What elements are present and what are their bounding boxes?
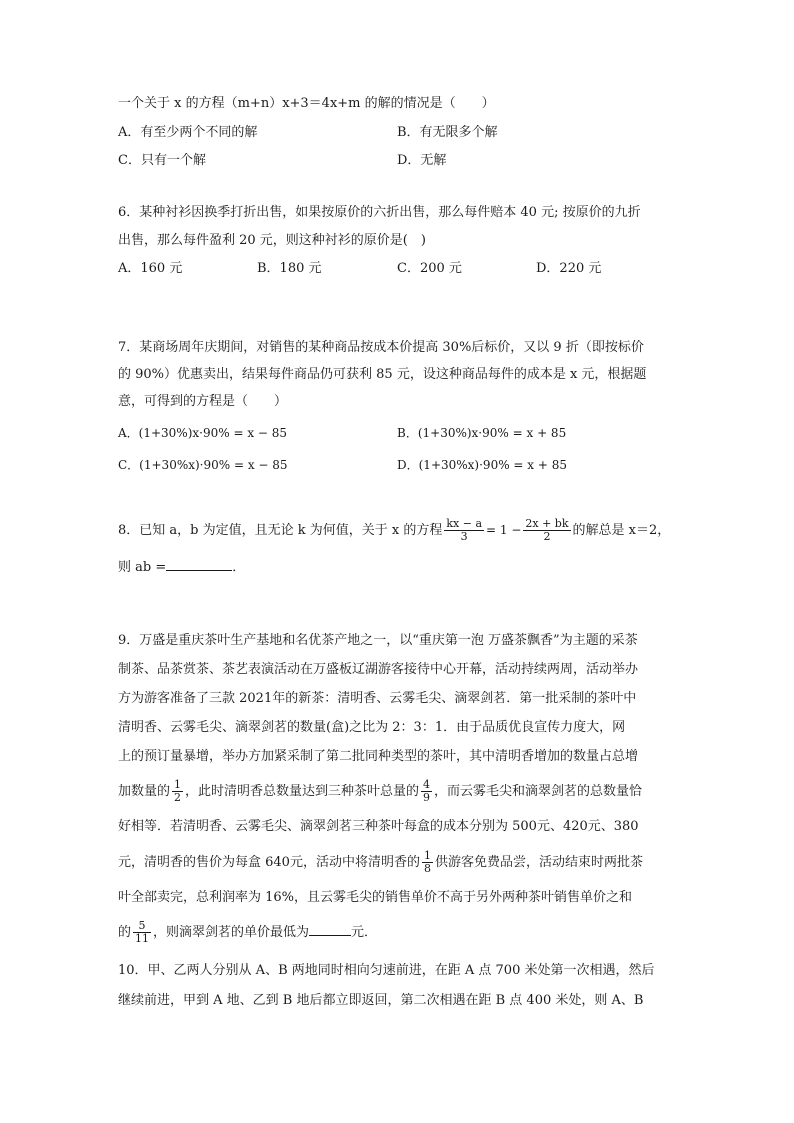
q7-line-1: 7．某商场周年庆期间，对销售的某种商品按成本价提高 30%后标价，又以 9 折（即按标价 <box>118 340 644 355</box>
q9-line-4: 清明香、云雾毛尖、滴翠剑茗的数量(盒)之比为 2：3：1．由于品质优良宣传力度大，网 <box>118 720 626 735</box>
q8-fraction-2 <box>523 518 570 543</box>
q9-line-6-mid: ，此时清明香总数量达到三种茶叶总量的 <box>185 784 420 799</box>
q9-fraction-four-ninths <box>421 779 432 804</box>
q9-fraction-one-eighth-numerator: 1 <box>423 849 431 862</box>
q6-option-a: A．160 元 <box>118 261 183 276</box>
q5-option-b: B．有无限多个解 <box>397 125 498 140</box>
q9-fraction-four-ninths-numerator: 4 <box>423 778 431 791</box>
q7-option-a: A．(1+30%)x·90% = x − 85 <box>118 426 288 440</box>
q6-line-1: 6．某种衬衫因换季打折出售，如果按原价的六折出售，那么每件赔本 40 元; 按原价的九折 <box>118 205 641 220</box>
q7-line-3: 意，可得到的方程是（ ） <box>118 394 288 409</box>
q8-fraction-1-denominator: 3 <box>460 530 468 543</box>
q8-fraction-2-denominator: 2 <box>543 530 551 543</box>
q9-line-10-end: 元． <box>351 925 378 940</box>
q9-fraction-one-eighth <box>422 850 433 875</box>
q7-line-2: 的 90%）优惠卖出，结果每件商品仍可获利 85 元，设这种商品每件的成本是 x 元，根据题 <box>118 367 647 382</box>
q7-option-b: B．(1+30%)x·90% = x + 85 <box>397 426 567 440</box>
q9-line-2: 制茶、品茶赏茶、茶艺表演活动在万盛板辽湖游客接待中心开幕，活动持续两周，活动举办 <box>118 662 639 677</box>
q8-line-1 <box>118 515 670 546</box>
q8-fraction-1-numerator: kx − a <box>446 517 482 530</box>
q9-fraction-five-elevenths-denominator: 11 <box>135 932 150 945</box>
q9-line-3: 方为游客准备了三款 2021年的新茶：清明香、云雾毛尖、滴翠剑茗．第一批采制的茶叶中 <box>118 691 637 706</box>
q8-fraction-2-numerator: 2x + bk <box>525 517 569 530</box>
q6-option-b: B．180 元 <box>257 261 322 276</box>
q8-answer-blank[interactable] <box>166 558 232 571</box>
q10-line-2: 继续前进，甲到 A 地、乙到 B 地后都立即返回，第二次相遇在距 B 点 400 米处，则 A、B <box>118 993 644 1008</box>
q5-option-d: D．无解 <box>397 153 447 168</box>
q10-line-1: 10．甲、乙两人分别从 A、B 两地同时相向匀速前进，在距 A 点 700 米处第一次相遇，然后 <box>118 963 655 978</box>
q8-equals: = 1 − <box>486 523 522 537</box>
q9-line-6 <box>118 777 642 807</box>
q9-line-10-post: ，则滴翠剑茗的单价最低为 <box>153 925 310 940</box>
q9-fraction-half-numerator: 1 <box>174 778 182 791</box>
q5-stem: 一个关于 x 的方程（m+n）x+3＝4x+m 的解的情况是（ ） <box>118 96 495 111</box>
q6-option-d: D．220 元 <box>536 261 602 276</box>
q6-line-2: 出售，那么每件盈利 20 元，则这种衬衫的原价是( ) <box>118 233 426 248</box>
q9-line-1: 9．万盛是重庆茶叶生产基地和名优茶产地之一，以“重庆第一泡 万盛茶飘香”为主题的采茶 <box>118 633 638 648</box>
q9-line-6-post: ，而云雾毛尖和滴翠剑茗的总数量恰 <box>434 784 643 799</box>
q9-line-9: 叶全部卖完，总利润率为 16%，且云雾毛尖的销售单价不高于另外两种茶叶销售单价之和 <box>118 890 633 905</box>
q6-option-c: C．200 元 <box>397 261 462 276</box>
q9-fraction-half <box>172 779 183 804</box>
q9-line-8 <box>118 848 643 878</box>
q9-fraction-four-ninths-denominator: 9 <box>423 791 431 804</box>
q9-fraction-one-eighth-denominator: 8 <box>423 862 431 875</box>
q9-line-10 <box>118 918 377 948</box>
q9-line-7: 好相等．若清明香、云雾毛尖、滴翠剑茗三种茶叶每盒的成本分别为 500元、420元、380 <box>118 819 639 834</box>
q5-option-a: A．有至少两个不同的解 <box>118 125 258 140</box>
q9-line-8-post: 供游客免费品尝，活动结束时两批茶 <box>434 855 643 870</box>
q9-fraction-five-elevenths-numerator: 5 <box>133 920 151 933</box>
q9-fraction-five-elevenths <box>133 920 151 945</box>
q9-line-6-pre: 加数量的 <box>118 784 171 799</box>
q9-line-10-pre: 的 <box>118 925 132 940</box>
q9-fraction-half-denominator: 2 <box>174 791 182 804</box>
q8-period: ． <box>232 560 246 575</box>
q7-option-d: D．(1+30%x)·90% = x + 85 <box>397 458 568 472</box>
q8-fraction-1 <box>444 518 484 543</box>
q8-text-pre: 8．已知 a，b 为定值，且无论 k 为何值，关于 x 的方程 <box>118 523 443 538</box>
q9-line-5: 上的预订量暴增，举办方加紧采制了第二批同种类型的茶叶，其中清明香增加的数量占总增 <box>118 749 639 764</box>
q5-option-c: C．只有一个解 <box>118 153 206 168</box>
q9-answer-blank[interactable] <box>309 923 351 936</box>
q7-option-c: C．(1+30%x)·90% = x − 85 <box>118 458 288 472</box>
q8-ab-label: 则 ab = <box>118 560 167 575</box>
q9-line-8-pre: 元，清明香的售价为每盒 640元，活动中将清明香的 <box>118 855 420 870</box>
q8-line-2 <box>118 558 245 577</box>
q8-text-post: 的解总是 x＝2， <box>572 523 671 538</box>
